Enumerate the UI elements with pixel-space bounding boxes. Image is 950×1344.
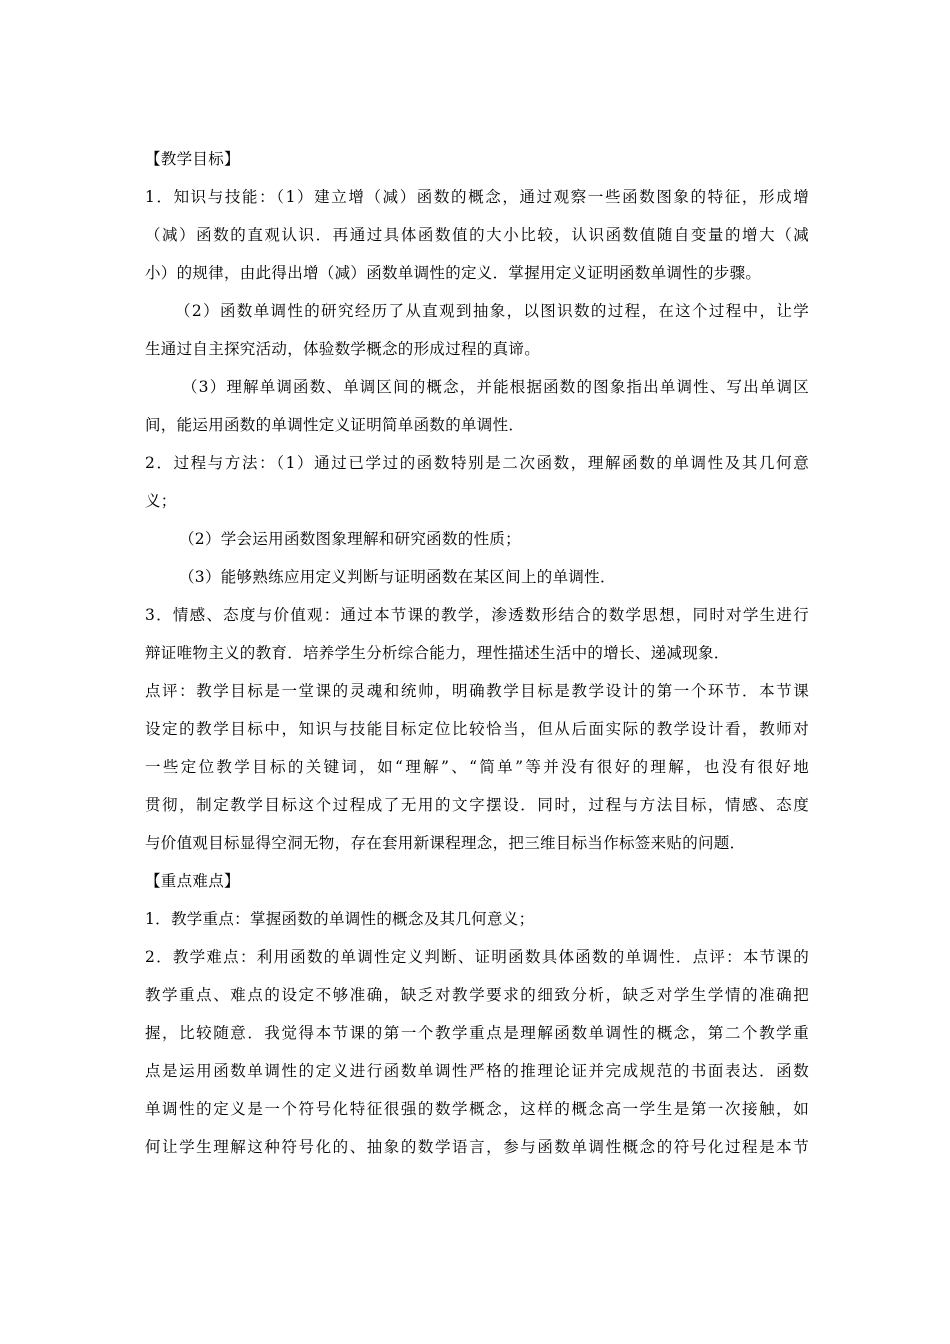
paragraph-line: 1．知识与技能：（1）建立增（减）函数的概念，通过观察一些函数图象的特征，形成增 (145, 188, 809, 206)
paragraph-line: 2．过程与方法：（1）通过已学过的函数特别是二次函数，理解函数的单调性及其几何意 (145, 454, 809, 472)
paragraph-line: 3．情感、态度与价值观：通过本节课的教学，渗透数形结合的数学思想，同时对学生进行 (145, 606, 809, 624)
comment-line: 与价值观目标显得空洞无物，存在套用新课程理念，把三维目标当作标签来贴的问题． (145, 834, 746, 852)
paragraph-line: 辩证唯物主义的教育．培养学生分析综合能力，理性描述生活中的增长、递减现象． (145, 644, 730, 662)
section-heading-objectives: 【教学目标】 (145, 150, 240, 168)
paragraph-line: 义； (145, 492, 177, 510)
paragraph-line: 1．教学重点：掌握函数的单调性的概念及其几何意义； (145, 910, 535, 928)
section-heading-key-points: 【重点难点】 (145, 872, 240, 890)
comment-line: 一些定位教学目标的关键词，如“理解”、“简单”等并没有很好的理解，也没有很好地 (145, 758, 809, 776)
paragraph-line: 小）的规律，由此得出增（减）函数单调性的定义．掌握用定义证明函数单调性的步骤。 (145, 264, 762, 282)
paragraph-line: 教学重点、难点的设定不够准确，缺乏对教学要求的细致分析，缺乏对学生学情的准确把 (145, 986, 809, 1004)
paragraph-line: （3）理解单调函数、单调区间的概念，并能根据函数的图象指出单调性、写出单调区 (182, 378, 809, 396)
paragraph-line: （2）学会运用函数图象理解和研究函数的性质； (179, 530, 521, 548)
paragraph-line: 生通过自主探究活动，体验数学概念的形成过程的真谛。 (145, 340, 541, 358)
paragraph-line: （减）函数的直观认识．再通过具体函数值的大小比较，认识函数值随自变量的增大（减 (145, 226, 809, 244)
paragraph-line: 握，比较随意．我觉得本节课的第一个教学重点是理解函数单调性的概念，第二个教学重 (145, 1024, 809, 1042)
paragraph-line: （3）能够熟练应用定义判断与证明函数在某区间上的单调性． (179, 568, 616, 586)
paragraph-line: （2）函数单调性的研究经历了从直观到抽象，以图识数的过程，在这个过程中，让学 (175, 302, 809, 320)
comment-line: 点评：教学目标是一堂课的灵魂和统帅，明确教学目标是教学设计的第一个环节．本节课 (145, 682, 809, 700)
paragraph-line: 间，能运用函数的单调性定义证明简单函数的单调性． (145, 416, 525, 434)
paragraph-line: 2．教学难点：利用函数的单调性定义判断、证明函数具体函数的单调性．点评：本节课的 (145, 948, 809, 966)
comment-line: 贯彻，制定教学目标这个过程成了无用的文字摆设．同时，过程与方法目标，情感、态度 (145, 796, 809, 814)
document-page (145, 146, 809, 1172)
paragraph-line: 点是运用函数单调性的定义进行函数单调性严格的推理论证并完成规范的书面表达．函数 (145, 1062, 809, 1080)
comment-line: 设定的教学目标中，知识与技能目标定位比较恰当，但从后面实际的教学设计看，教师对 (145, 720, 809, 738)
paragraph-line: 单调性的定义是一个符号化特征很强的数学概念，这样的概念高一学生是第一次接触，如 (145, 1100, 809, 1118)
paragraph-line: 何让学生理解这种符号化的、抽象的数学语言，参与函数单调性概念的符号化过程是本节 (145, 1138, 809, 1156)
